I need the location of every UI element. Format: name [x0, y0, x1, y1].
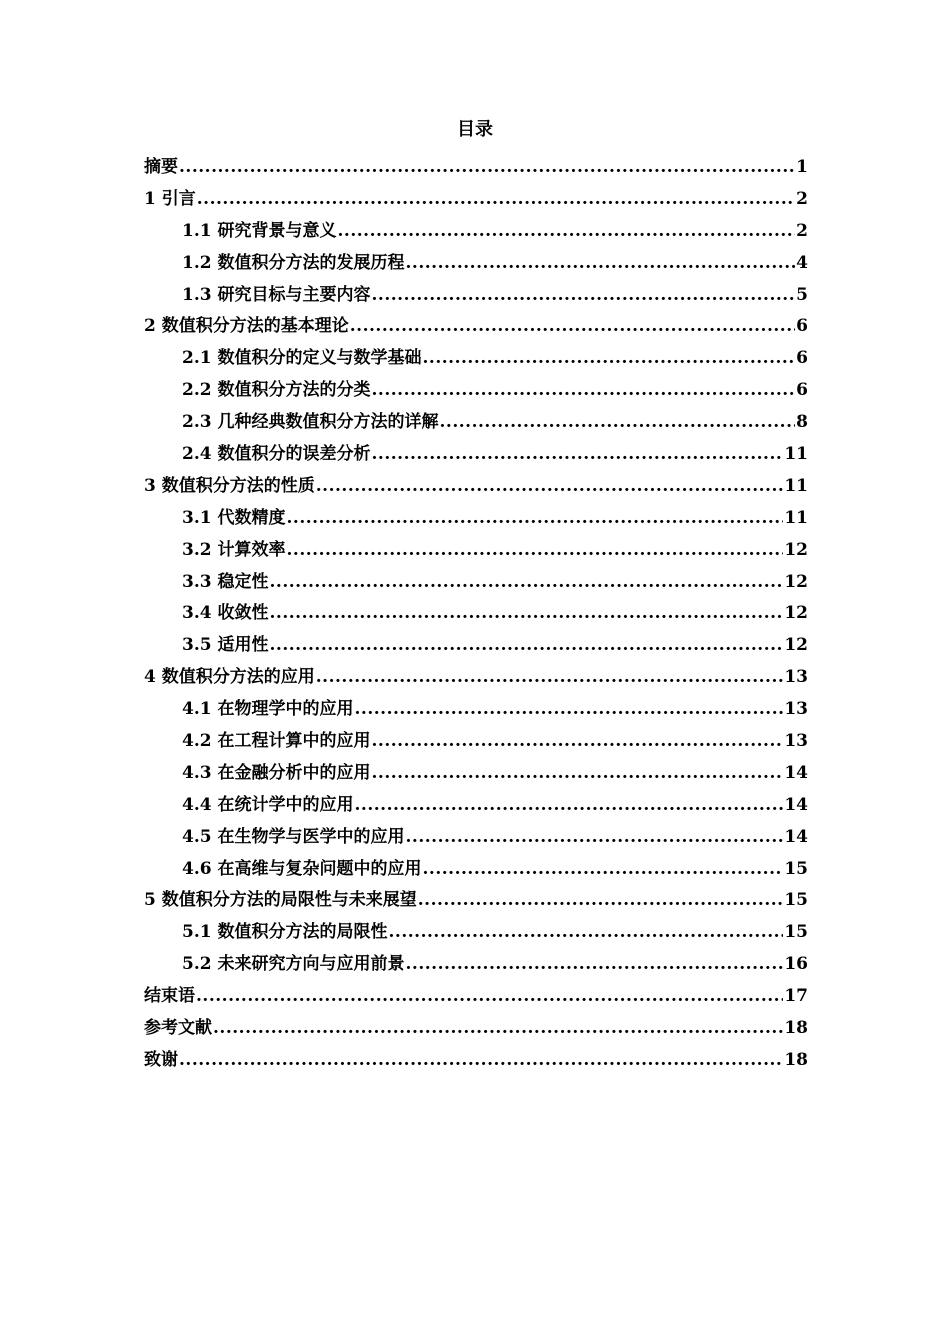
- toc-leader-dots: [287, 535, 784, 567]
- toc-leader-dots: [355, 790, 784, 822]
- toc-leader-dots: [179, 1045, 783, 1077]
- toc-entry-label: 3.3 稳定性: [182, 571, 269, 592]
- toc-leader-dots: [372, 280, 796, 312]
- toc-entry-page: 12: [784, 539, 808, 560]
- toc-entry-page: 15: [784, 890, 808, 911]
- toc-entry-label: 3 数值积分方法的性质: [144, 475, 315, 496]
- toc-entry-page: 18: [784, 1049, 808, 1070]
- toc-entry-page: 11: [784, 475, 808, 496]
- toc-leader-dots: [423, 343, 796, 375]
- toc-entry[interactable]: [144, 1045, 808, 1077]
- toc-entry[interactable]: [144, 375, 808, 407]
- toc-entry[interactable]: [144, 854, 808, 886]
- toc-entry-label: 2.2 数值积分方法的分类: [182, 380, 371, 401]
- toc-entry-page: 16: [784, 954, 808, 975]
- toc-leader-dots: [316, 471, 784, 503]
- toc-entry-page: 14: [784, 826, 808, 847]
- toc-entry-page: 2: [796, 220, 808, 241]
- toc-entry-page: 6: [796, 348, 808, 369]
- toc-entry[interactable]: [144, 248, 808, 280]
- toc-entry[interactable]: [144, 885, 808, 917]
- toc-entry-label: 4.4 在统计学中的应用: [182, 794, 354, 815]
- toc-entry[interactable]: [144, 917, 808, 949]
- toc-title: 目录: [457, 119, 493, 140]
- toc-entry-label: 4 数值积分方法的应用: [144, 667, 315, 688]
- toc-entry-page: 11: [784, 507, 808, 528]
- toc-entry-label: 5.1 数值积分方法的局限性: [182, 922, 388, 943]
- toc-leader-dots: [418, 885, 784, 917]
- toc-entry[interactable]: [144, 311, 808, 343]
- toc-entry-page: 8: [796, 412, 808, 433]
- toc-entry-label: 2.1 数值积分的定义与数学基础: [182, 348, 422, 369]
- toc-entry-label: 2.4 数值积分的误差分析: [182, 444, 371, 465]
- toc-entry[interactable]: [144, 280, 808, 312]
- toc-leader-dots: [270, 567, 784, 599]
- toc-entry-page: 1: [796, 157, 808, 177]
- toc-leader-dots: [372, 758, 784, 790]
- toc-entry-label: 1.2 数值积分方法的发展历程: [182, 252, 405, 273]
- toc-leader-dots: [423, 854, 784, 886]
- toc-entry-label: 3.5 适用性: [182, 635, 269, 656]
- toc-entry-label: 摘要: [144, 157, 178, 177]
- toc-entry-page: 11: [784, 444, 808, 465]
- toc-entry[interactable]: [144, 758, 808, 790]
- toc-entry-page: 17: [784, 986, 808, 1007]
- toc-leader-dots: [355, 694, 784, 726]
- toc-leader-dots: [372, 439, 784, 471]
- toc-entry-label: 5.2 未来研究方向与应用前景: [182, 954, 405, 975]
- toc-entry[interactable]: [144, 407, 808, 439]
- toc-list: [144, 152, 808, 1077]
- toc-leader-dots: [316, 662, 784, 694]
- toc-leader-dots: [406, 248, 796, 280]
- toc-entry-label: 1 引言: [144, 188, 196, 209]
- toc-entry[interactable]: [144, 535, 808, 567]
- toc-entry-label: 5 数值积分方法的局限性与未来展望: [144, 890, 417, 911]
- toc-leader-dots: [179, 152, 795, 184]
- toc-leader-dots: [440, 407, 796, 439]
- toc-entry-label: 4.5 在生物学与医学中的应用: [182, 826, 405, 847]
- toc-entry[interactable]: [144, 726, 808, 758]
- toc-entry[interactable]: [144, 630, 808, 662]
- toc-entry-page: 15: [784, 922, 808, 943]
- toc-leader-dots: [406, 949, 784, 981]
- toc-entry-label: 结束语: [144, 986, 195, 1007]
- toc-entry-label: 2.3 几种经典数值积分方法的详解: [182, 412, 439, 433]
- toc-entry[interactable]: [144, 949, 808, 981]
- toc-entry-page: 6: [796, 380, 808, 401]
- toc-entry[interactable]: [144, 567, 808, 599]
- toc-leader-dots: [350, 311, 795, 343]
- toc-entry[interactable]: [144, 216, 808, 248]
- toc-entry-page: 14: [784, 762, 808, 783]
- toc-leader-dots: [389, 917, 784, 949]
- toc-entry[interactable]: [144, 184, 808, 216]
- toc-leader-dots: [406, 822, 784, 854]
- toc-entry-page: 2: [796, 188, 808, 209]
- toc-entry-label: 3.4 收敛性: [182, 603, 269, 624]
- toc-entry-label: 致谢: [144, 1049, 178, 1070]
- toc-entry-label: 4.2 在工程计算中的应用: [182, 731, 371, 752]
- toc-entry-label: 2 数值积分方法的基本理论: [144, 316, 349, 337]
- toc-entry[interactable]: [144, 503, 808, 535]
- toc-leader-dots: [213, 1013, 783, 1045]
- toc-entry-label: 1.3 研究目标与主要内容: [182, 284, 371, 305]
- toc-entry-label: 3.1 代数精度: [182, 507, 286, 528]
- toc-entry-page: 4: [796, 252, 808, 273]
- toc-leader-dots: [338, 216, 796, 248]
- toc-entry-label: 1.1 研究背景与意义: [182, 220, 337, 241]
- toc-entry-page: 6: [796, 316, 808, 337]
- toc-leader-dots: [196, 981, 783, 1013]
- toc-leader-dots: [287, 503, 784, 535]
- toc-leader-dots: [372, 375, 796, 407]
- toc-entry-page: 12: [784, 571, 808, 592]
- toc-leader-dots: [270, 598, 784, 630]
- toc-entry-page: 12: [784, 635, 808, 656]
- toc-leader-dots: [270, 630, 784, 662]
- toc-entry-page: 12: [784, 603, 808, 624]
- toc-entry[interactable]: [144, 694, 808, 726]
- toc-leader-dots: [197, 184, 795, 216]
- toc-entry-label: 参考文献: [144, 1018, 212, 1039]
- toc-entry[interactable]: [144, 662, 808, 694]
- toc-entry[interactable]: [144, 1013, 808, 1045]
- toc-entry-page: 13: [784, 667, 808, 688]
- toc-entry-page: 14: [784, 794, 808, 815]
- toc-entry[interactable]: [144, 152, 808, 184]
- toc-entry[interactable]: [144, 790, 808, 822]
- toc-entry-page: 13: [784, 699, 808, 720]
- toc-entry-page: 13: [784, 731, 808, 752]
- toc-entry-label: 3.2 计算效率: [182, 539, 286, 560]
- toc-entry-label: 4.3 在金融分析中的应用: [182, 762, 371, 783]
- toc-entry[interactable]: [144, 439, 808, 471]
- toc-entry-label: 4.1 在物理学中的应用: [182, 699, 354, 720]
- toc-entry-page: 15: [784, 858, 808, 879]
- toc-entry[interactable]: [144, 822, 808, 854]
- toc-entry-label: 4.6 在高维与复杂问题中的应用: [182, 858, 422, 879]
- toc-entry[interactable]: [144, 343, 808, 375]
- toc-entry[interactable]: [144, 598, 808, 630]
- toc-leader-dots: [372, 726, 784, 758]
- toc-entry[interactable]: [144, 981, 808, 1013]
- toc-entry-page: 5: [796, 284, 808, 305]
- toc-entry[interactable]: [144, 471, 808, 503]
- toc-entry-page: 18: [784, 1018, 808, 1039]
